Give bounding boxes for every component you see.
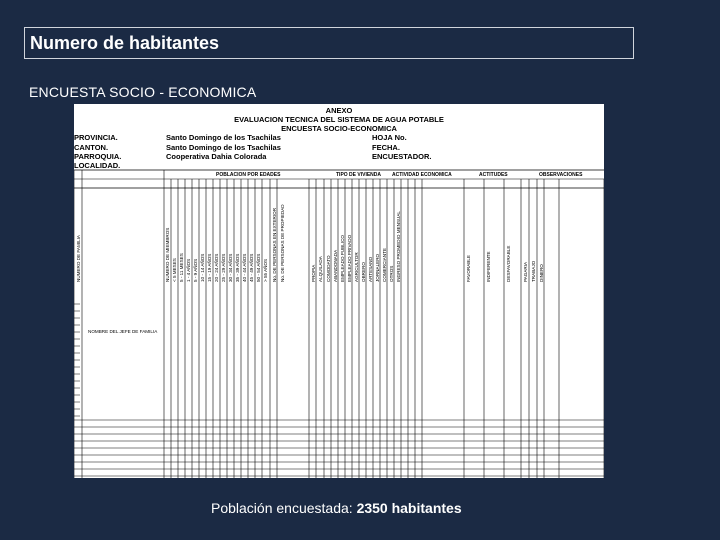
column-header: No. DE PERSONAS EN EXTERIOR (272, 207, 277, 282)
column-header: 25 - 29 AÑOS (221, 253, 226, 282)
doc-header-line: ANEXO (325, 106, 353, 115)
footer-value: 2350 habitantes (356, 500, 462, 516)
field-label: LOCALIDAD. (74, 161, 121, 170)
survey-form-image (74, 104, 604, 478)
column-header: 10 - 14 AÑOS (200, 253, 205, 282)
column-header: 45 - 49 AÑOS (249, 253, 254, 282)
column-header: 5 - 11 MESES (179, 253, 184, 282)
column-header: 35 - 39 AÑOS (235, 253, 240, 282)
column-header: INGRESO PROMEDIO MENSUAL (396, 211, 401, 282)
column-header: NUMERO DE FAMILIA (76, 235, 81, 282)
column-header: 20 - 24 AÑOS (214, 253, 219, 282)
field-value: Cooperativa Dahia Colorada (166, 152, 267, 161)
section-label: POBLACION POR EDADES (216, 172, 281, 178)
column-header: EMPLEADO PUBLICO (340, 235, 345, 282)
section-label: OBSERVACIONES (539, 172, 583, 178)
section-label: ACTITUDES (479, 172, 508, 178)
column-header: DINERO (539, 264, 544, 282)
right-field-label: FECHA. (372, 143, 400, 152)
field-value: Santo Domingo de los Tsachilas (166, 143, 281, 152)
column-header: OBRERO (361, 262, 366, 282)
column-header: FAVORABLE (466, 255, 471, 282)
column-header: No. DE PERSONAS DE PROPIEDAD (280, 204, 285, 282)
field-value: Santo Domingo de los Tsachilas (166, 133, 281, 142)
column-header: NUMERO DE MIEMBROS (165, 227, 170, 282)
slide-title-box (24, 27, 634, 59)
section-label: ACTIVIDAD ECONOMICA (392, 172, 452, 178)
column-header: ALQUILADA (318, 256, 323, 282)
column-header: PAGARIA (523, 261, 528, 282)
slide-title: Numero de habitantes (30, 32, 220, 53)
column-header: 1 - 4 AÑOS (186, 258, 191, 282)
section-label: TIPO DE VIVIENDA (336, 172, 382, 178)
field-label: CANTON. (74, 143, 109, 152)
survey-grid (74, 104, 604, 478)
right-field-label: HOJA No. (372, 133, 407, 142)
column-header: EMPLEADO PRIVADO (347, 234, 352, 282)
column-header: DESFAVORABLE (506, 245, 511, 282)
column-header: 40 - 44 AÑOS (242, 253, 247, 282)
column-header: INDIFERENTE (486, 251, 491, 282)
footer-label: Población encuestada: (211, 500, 357, 516)
column-header: COMERCIANTE (382, 248, 387, 282)
column-header: COMODATO (326, 255, 331, 282)
column-header: > 55 AÑOS (263, 258, 268, 282)
column-header: < 5 MESES (172, 258, 177, 282)
population-footer (211, 500, 462, 516)
field-label: PARROQUIA. (74, 152, 122, 161)
column-header: PROPIA (311, 264, 316, 282)
slide-subtitle: ENCUESTA SOCIO - ECONOMICA (29, 84, 257, 100)
column-header: 15 - 19 AÑOS (207, 253, 212, 282)
column-header: AGRICULTOR (354, 252, 359, 282)
column-header: JORNALERO (375, 253, 380, 282)
column-header: ABANDONADA (333, 249, 338, 282)
doc-header-line: ENCUESTA SOCIO-ECONOMICA (281, 124, 397, 133)
doc-header-line: EVALUACION TECNICA DEL SISTEMA DE AGUA POTABLE (234, 115, 444, 124)
right-field-label: ENCUESTADOR. (372, 152, 432, 161)
column-header: NOMBRE DEL JEFE DE FAMILIA (88, 329, 158, 334)
column-header: 30 - 34 AÑOS (228, 253, 233, 282)
column-header: 5 - 9 AÑOS (193, 258, 198, 282)
column-header: ARTESANO (368, 256, 373, 282)
column-header: 50 - 54 AÑOS (256, 253, 261, 282)
column-header: OTROS (389, 265, 394, 282)
field-label: PROVINCIA. (74, 133, 118, 142)
column-header: TRABAJO (531, 260, 536, 282)
